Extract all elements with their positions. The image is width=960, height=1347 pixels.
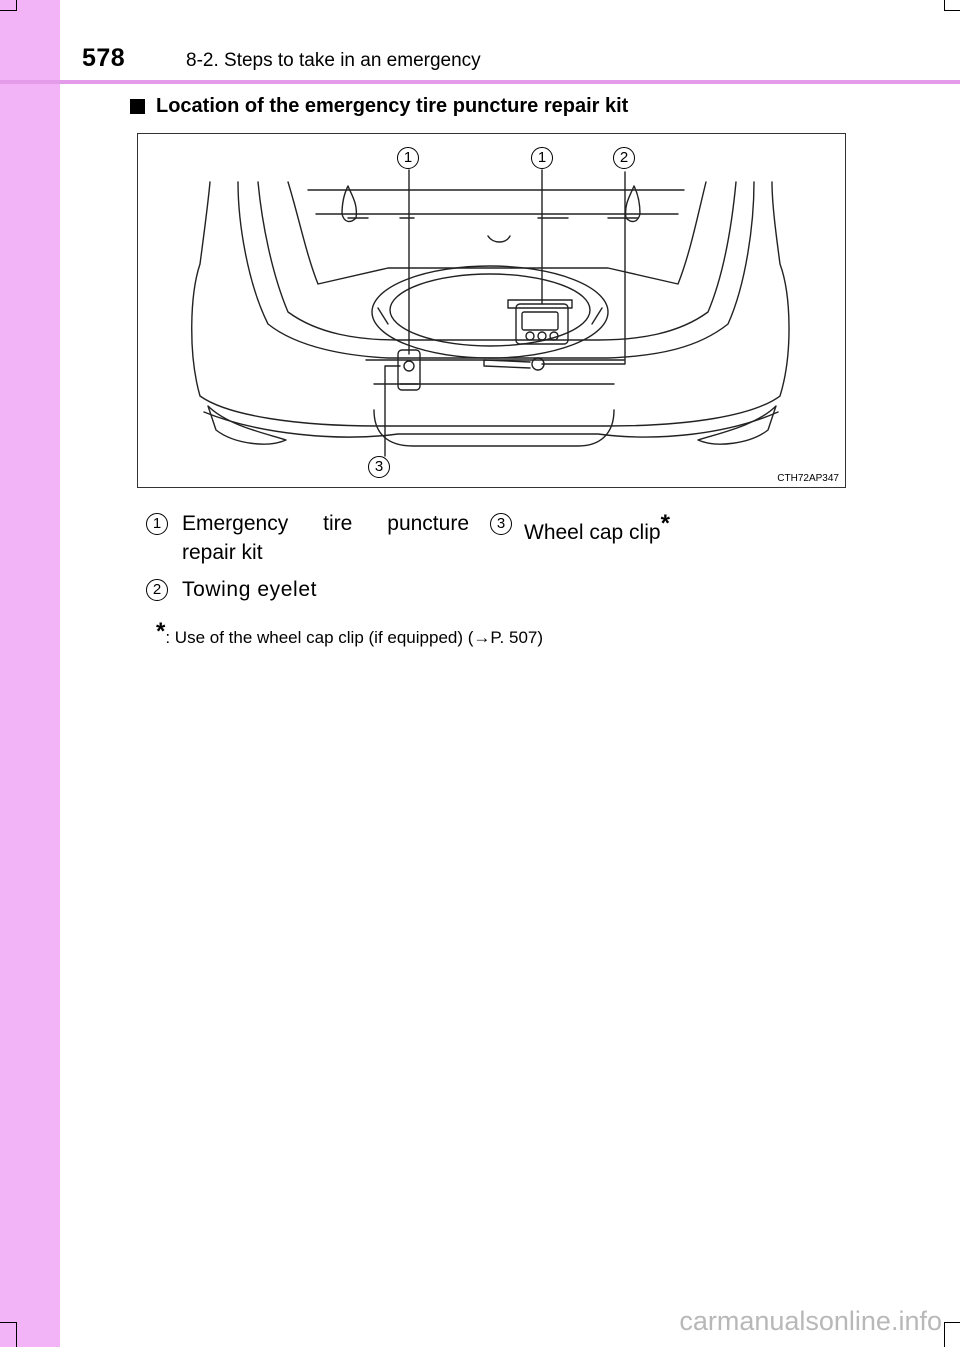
trunk-illustration [137,133,846,488]
crop-mark-bottom-right [944,1322,960,1323]
callout-1-right: 1 [531,147,553,169]
heading-text: Location of the emergency tire puncture repair kit [156,95,629,117]
legend-text-1-line2: repair kit [182,541,263,564]
legend-text-3-mark: * [660,510,670,537]
legend-text-1-line1: Emergency tire puncture [182,512,469,535]
watermark: carmanualsonline.info [679,1306,942,1336]
legend-num-1: 1 [146,513,168,535]
side-band [0,0,60,1347]
crop-mark-bottom-left [0,1322,16,1323]
legend-text-2: Towing eyelet [182,578,318,601]
callout-1-left: 1 [397,147,419,169]
header-rule [0,80,960,84]
crop-mark-top-left [0,10,16,11]
crop-mark-top-right-v [944,0,945,11]
crop-mark-bottom-right-v [944,1322,945,1347]
callout-2: 2 [613,147,635,169]
trunk-drawing [138,134,847,489]
legend-text-3 [524,509,670,547]
legend-num-3: 3 [490,513,512,535]
square-bullet-icon [130,99,145,114]
callout-3: 3 [368,456,390,478]
heading [130,95,628,118]
page-number: 578 [82,44,126,72]
figure-code: CTH72AP347 [777,473,839,484]
section-title: 8-2. Steps to take in an emergency [186,50,481,71]
footnote [156,618,543,648]
footnote-mark: * [156,618,166,645]
legend-num-2: 2 [146,579,168,601]
footnote-text: : Use of the wheel cap clip (if equipped) (→P. 507) [165,628,544,647]
crop-mark-top-right [944,10,960,11]
legend-text-3-label: Wheel cap clip [524,521,661,544]
crop-mark-bottom-left-v [16,1322,17,1347]
crop-mark-top-left-v [16,0,17,11]
